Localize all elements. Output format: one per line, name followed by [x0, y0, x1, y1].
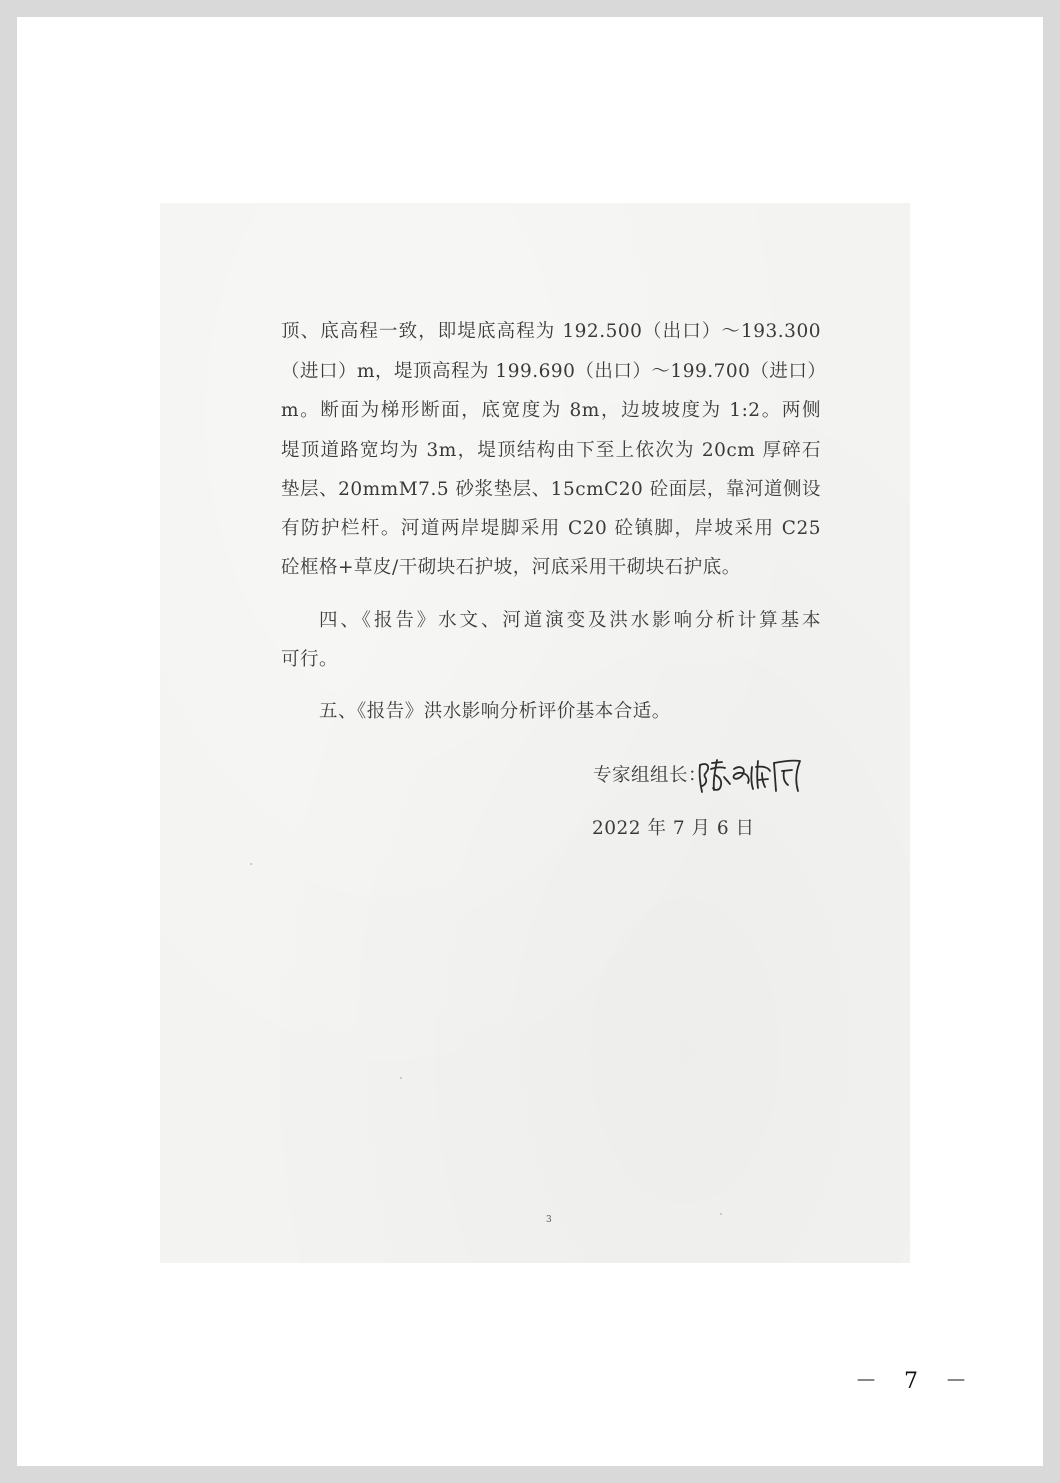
scan-speck: [250, 863, 252, 865]
body-line: 砼框格+草皮/干砌块石护坡，河底采用干砌块石护底。: [281, 557, 741, 578]
scan-speck: [720, 1213, 722, 1215]
body-line: 顶、底高程一致，即堤底高程为 192.500（出口）～193.300: [281, 321, 821, 342]
document-page: [17, 17, 1043, 1466]
item-five: 五、《报告》洪水影响分析评价基本合适。: [319, 701, 671, 722]
item-four-line: 可行。: [281, 649, 339, 670]
body-line: m。断面为梯形断面，底宽度为 8m，边坡坡度为 1:2。两侧: [281, 400, 821, 421]
page-number: － 7 －: [855, 1369, 977, 1394]
scan-speck: [400, 1077, 402, 1079]
signature-date: 2022 年 7 月 6 日: [592, 818, 755, 839]
scanned-page-number: 3: [546, 1215, 552, 1225]
handwritten-signature: [696, 755, 806, 795]
signature-label: 专家组组长：: [593, 765, 708, 786]
body-line: （进口）m，堤顶高程为 199.690（出口）～199.700（进口）: [281, 361, 827, 382]
body-line: 有防护栏杆。河道两岸堤脚采用 C20 砼镇脚，岸坡采用 C25: [281, 518, 821, 539]
body-line: 垫层、20mmM7.5 砂浆垫层、15cmC20 砼面层，靠河道侧设: [281, 479, 821, 500]
item-four-line: 四、《报告》水文、河道演变及洪水影响分析计算基本: [319, 610, 821, 631]
body-line: 堤顶道路宽均为 3m，堤顶结构由下至上依次为 20cm 厚碎石: [281, 440, 821, 461]
scanned-page: [160, 203, 910, 1263]
